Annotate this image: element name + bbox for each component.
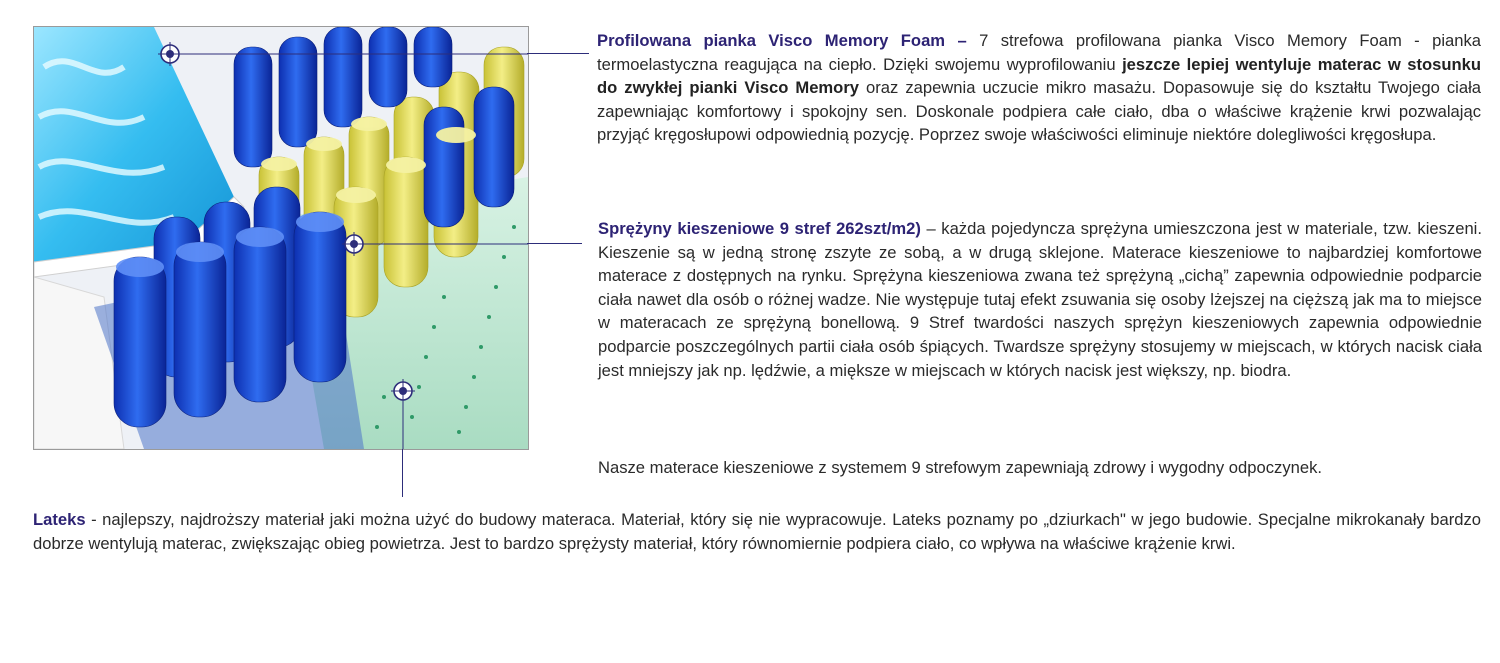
visco-foam-text-2: oraz zapewnia uczucie mikro masażu. Dopasowuje się do kształtu Twojego ciała zapewniając komfortowy i spokojny sen. Doskonale podpiera całe ciało, dba o właściwe krążenie krwi pozwalając przyjąć kręgosłupowi odpowiednią pozycję. Poprzez swoje właściwości eliminuje niektóre dolegliwości kręgosłupa.	[597, 78, 1481, 145]
pocket-springs-description	[598, 217, 1482, 382]
pocket-springs-text: – każda pojedyncza sprężyna umieszczona jest w materiale, tzw. kieszeni. Kieszenie są w jedną stronę zszyte ze sobą, a w drugą sklejone. Materace kieszeniowe to najbardziej komfortowe materace z dostępnych na rynku. Sprężyna kieszeniowa zwana też sprężyną „cichą” zapewnia odpowiednie podparcie ciała nawet dla osób o różnej wadze. Nie występuje tutaj efekt zsuwania się osoby lżejszej na cięższą jak ma to miejsce w materacach ze sprężyną bonellową. 9 Stref twardości naszych sprężyn kieszeniowych zapewnia odpowiednie podparcie poszczególnych partii ciała osób śpiących. Twardsze sprężyny stosujemy w miejscach, w których nacisk ciała jest mniejszy jak np. lędźwie, a miększe w miejscach w których nacisk jest większy, np. biodra.	[598, 219, 1482, 380]
latex-text: - najlepszy, najdroższy materiał jaki można użyć do budowy materaca. Materiał, który się nie wypracowuje. Lateks poznamy po „dziurkach" w jego budowie. Specjalne mikrokanały bardzo dobrze wentylują materac, zwiększając obieg powietrza. Jest to bardzo sprężysty materiał, który równomiernie podpiera ciało, co wpływa na właściwe krążenie krwi.	[33, 510, 1481, 553]
springs-callout-line	[527, 243, 582, 244]
pocket-springs-note	[598, 456, 1482, 480]
visco-foam-title: Profilowana pianka Visco Memory Foam –	[597, 31, 967, 50]
latex-title: Lateks	[33, 510, 86, 529]
visco-foam-text-1: 7 strefowa profilowana pianka Visco Memory Foam - pianka termoelastyczna reagująca na ciepło. Dzięki swojemu wyprofilowaniu	[597, 31, 1481, 74]
visco-callout-line	[527, 53, 589, 54]
visco-foam-description	[597, 29, 1481, 147]
visco-foam-bold-text: jeszcze lepiej wentyluje materac w stosunku do zwykłej pianki Visco Memory	[597, 54, 1481, 98]
pocket-springs-note-text: Nasze materace kieszeniowe z systemem 9 strefowym zapewniają zdrowy i wygodny odpoczynek.	[598, 458, 1322, 477]
mattress-cross-section-image	[33, 26, 529, 450]
latex-description	[33, 508, 1481, 555]
pocket-springs-title: Sprężyny kieszeniowe 9 stref 262szt/m2)	[598, 219, 921, 238]
latex-callout-line	[402, 449, 403, 497]
